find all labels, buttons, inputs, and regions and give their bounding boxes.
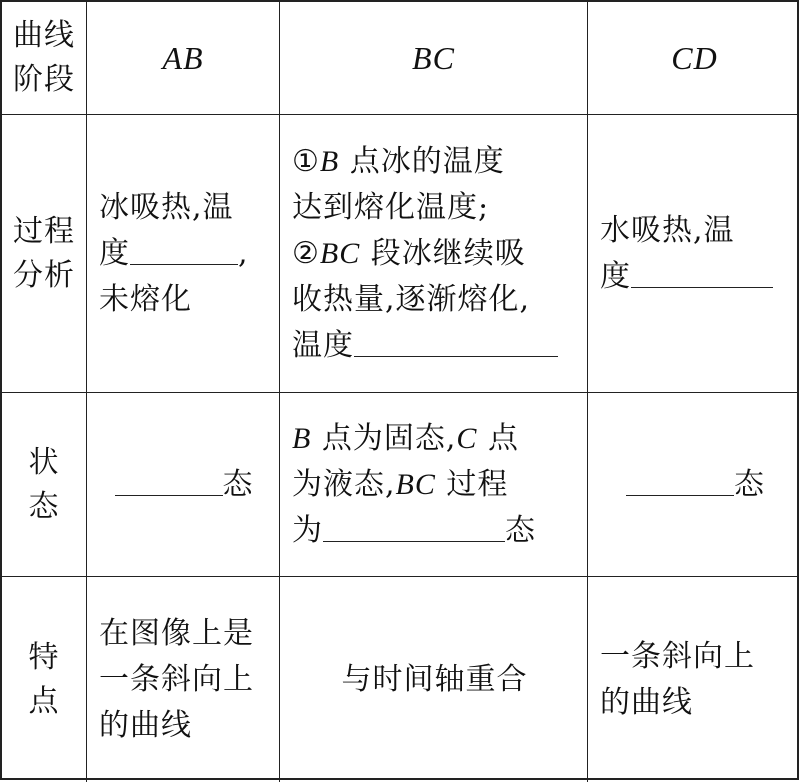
process-bc-segment-bc: BC bbox=[319, 236, 361, 270]
process-bc-text bbox=[292, 139, 558, 369]
state-bc-line3-suffix: 态 bbox=[505, 512, 536, 548]
column-header-bc-label: BC bbox=[412, 40, 455, 76]
state-cd-cell bbox=[588, 393, 799, 577]
process-cd-line1: 水吸热,温 bbox=[600, 212, 735, 248]
state-bc-point-b: B bbox=[292, 421, 312, 455]
state-bc-line3 bbox=[292, 508, 536, 554]
state-bc-point-c: C bbox=[456, 421, 478, 455]
state-bc-text bbox=[292, 416, 536, 554]
corner-header-cell bbox=[2, 2, 87, 115]
process-ab-line3: 未熔化 bbox=[99, 281, 192, 317]
feature-bc-text: 与时间轴重合 bbox=[341, 661, 528, 697]
row-label-process: 过程 分析 bbox=[13, 213, 75, 293]
process-bc-line2: 达到熔化温度; bbox=[292, 189, 490, 225]
feature-cd-text: 一条斜向上 的曲线 bbox=[600, 638, 755, 720]
column-header-ab bbox=[87, 2, 280, 115]
process-cd-line2 bbox=[600, 254, 773, 300]
process-cd-cell bbox=[588, 115, 799, 393]
state-bc-line3-prefix: 为 bbox=[292, 512, 323, 548]
row-label-state-cell bbox=[2, 393, 87, 577]
fill-blank-cd-temperature[interactable] bbox=[631, 257, 773, 288]
row-label-feature: 特 点 bbox=[28, 639, 60, 719]
process-bc-line3-rest: 段冰继续吸 bbox=[360, 235, 526, 271]
column-header-cd-label: CD bbox=[671, 40, 718, 76]
process-bc-cell bbox=[280, 115, 588, 393]
fill-blank-ab-state[interactable] bbox=[115, 465, 223, 496]
process-cd-text bbox=[600, 208, 773, 300]
process-ab-line2-prefix: 度 bbox=[99, 235, 130, 271]
feature-cd-cell bbox=[588, 577, 799, 782]
process-cd-line2-prefix: 度 bbox=[600, 258, 631, 294]
state-bc-line2-end: 过程 bbox=[435, 466, 509, 502]
fill-blank-bc-temperature[interactable] bbox=[354, 326, 558, 357]
process-bc-line3 bbox=[292, 231, 558, 277]
state-bc-segment-bc: BC bbox=[395, 467, 436, 501]
process-bc-line4: 收热量,逐渐熔化, bbox=[292, 281, 531, 317]
state-bc-line2-prefix: 为液态, bbox=[292, 466, 396, 502]
state-bc-line1 bbox=[292, 416, 536, 462]
column-header-bc bbox=[280, 2, 588, 115]
process-bc-line5 bbox=[292, 323, 558, 369]
process-bc-line1-rest: 点冰的温度 bbox=[339, 143, 505, 179]
fill-blank-cd-state[interactable] bbox=[626, 465, 734, 496]
process-bc-point-b: B bbox=[319, 144, 340, 178]
state-bc-line1-mid: 点为固态, bbox=[311, 420, 457, 456]
row-label-state: 状 态 bbox=[28, 444, 60, 524]
corner-header-label: 曲线 阶段 bbox=[13, 18, 75, 97]
row-label-feature-cell bbox=[2, 577, 87, 782]
process-ab-line2-suffix: , bbox=[238, 235, 249, 271]
process-bc-line5-prefix: 温度 bbox=[292, 327, 354, 363]
process-bc-line1 bbox=[292, 139, 558, 185]
process-ab-line1: 冰吸热,温 bbox=[99, 189, 234, 225]
row-label-process-cell bbox=[2, 115, 87, 393]
state-bc-line2 bbox=[292, 462, 536, 508]
process-bc-num1: ① bbox=[292, 143, 320, 179]
process-ab-cell bbox=[87, 115, 280, 393]
state-ab-line bbox=[115, 462, 254, 508]
state-bc-line1-end: 点 bbox=[477, 420, 519, 456]
column-header-cd bbox=[588, 2, 799, 115]
column-header-ab-label: AB bbox=[162, 40, 204, 76]
process-ab-text bbox=[99, 185, 249, 323]
feature-ab-cell bbox=[87, 577, 280, 782]
state-bc-cell bbox=[280, 393, 588, 577]
fill-blank-bc-state[interactable] bbox=[323, 511, 505, 542]
state-cd-line bbox=[626, 462, 765, 508]
process-ab-line2 bbox=[99, 231, 249, 277]
feature-bc-cell bbox=[280, 577, 588, 782]
process-bc-num2: ② bbox=[292, 235, 320, 271]
fill-blank-ab-temperature[interactable] bbox=[130, 234, 238, 265]
state-ab-cell bbox=[87, 393, 280, 577]
state-ab-suffix: 态 bbox=[222, 466, 254, 502]
feature-ab-text: 在图像上是 一条斜向上 的曲线 bbox=[99, 615, 254, 743]
state-cd-suffix: 态 bbox=[734, 466, 765, 502]
